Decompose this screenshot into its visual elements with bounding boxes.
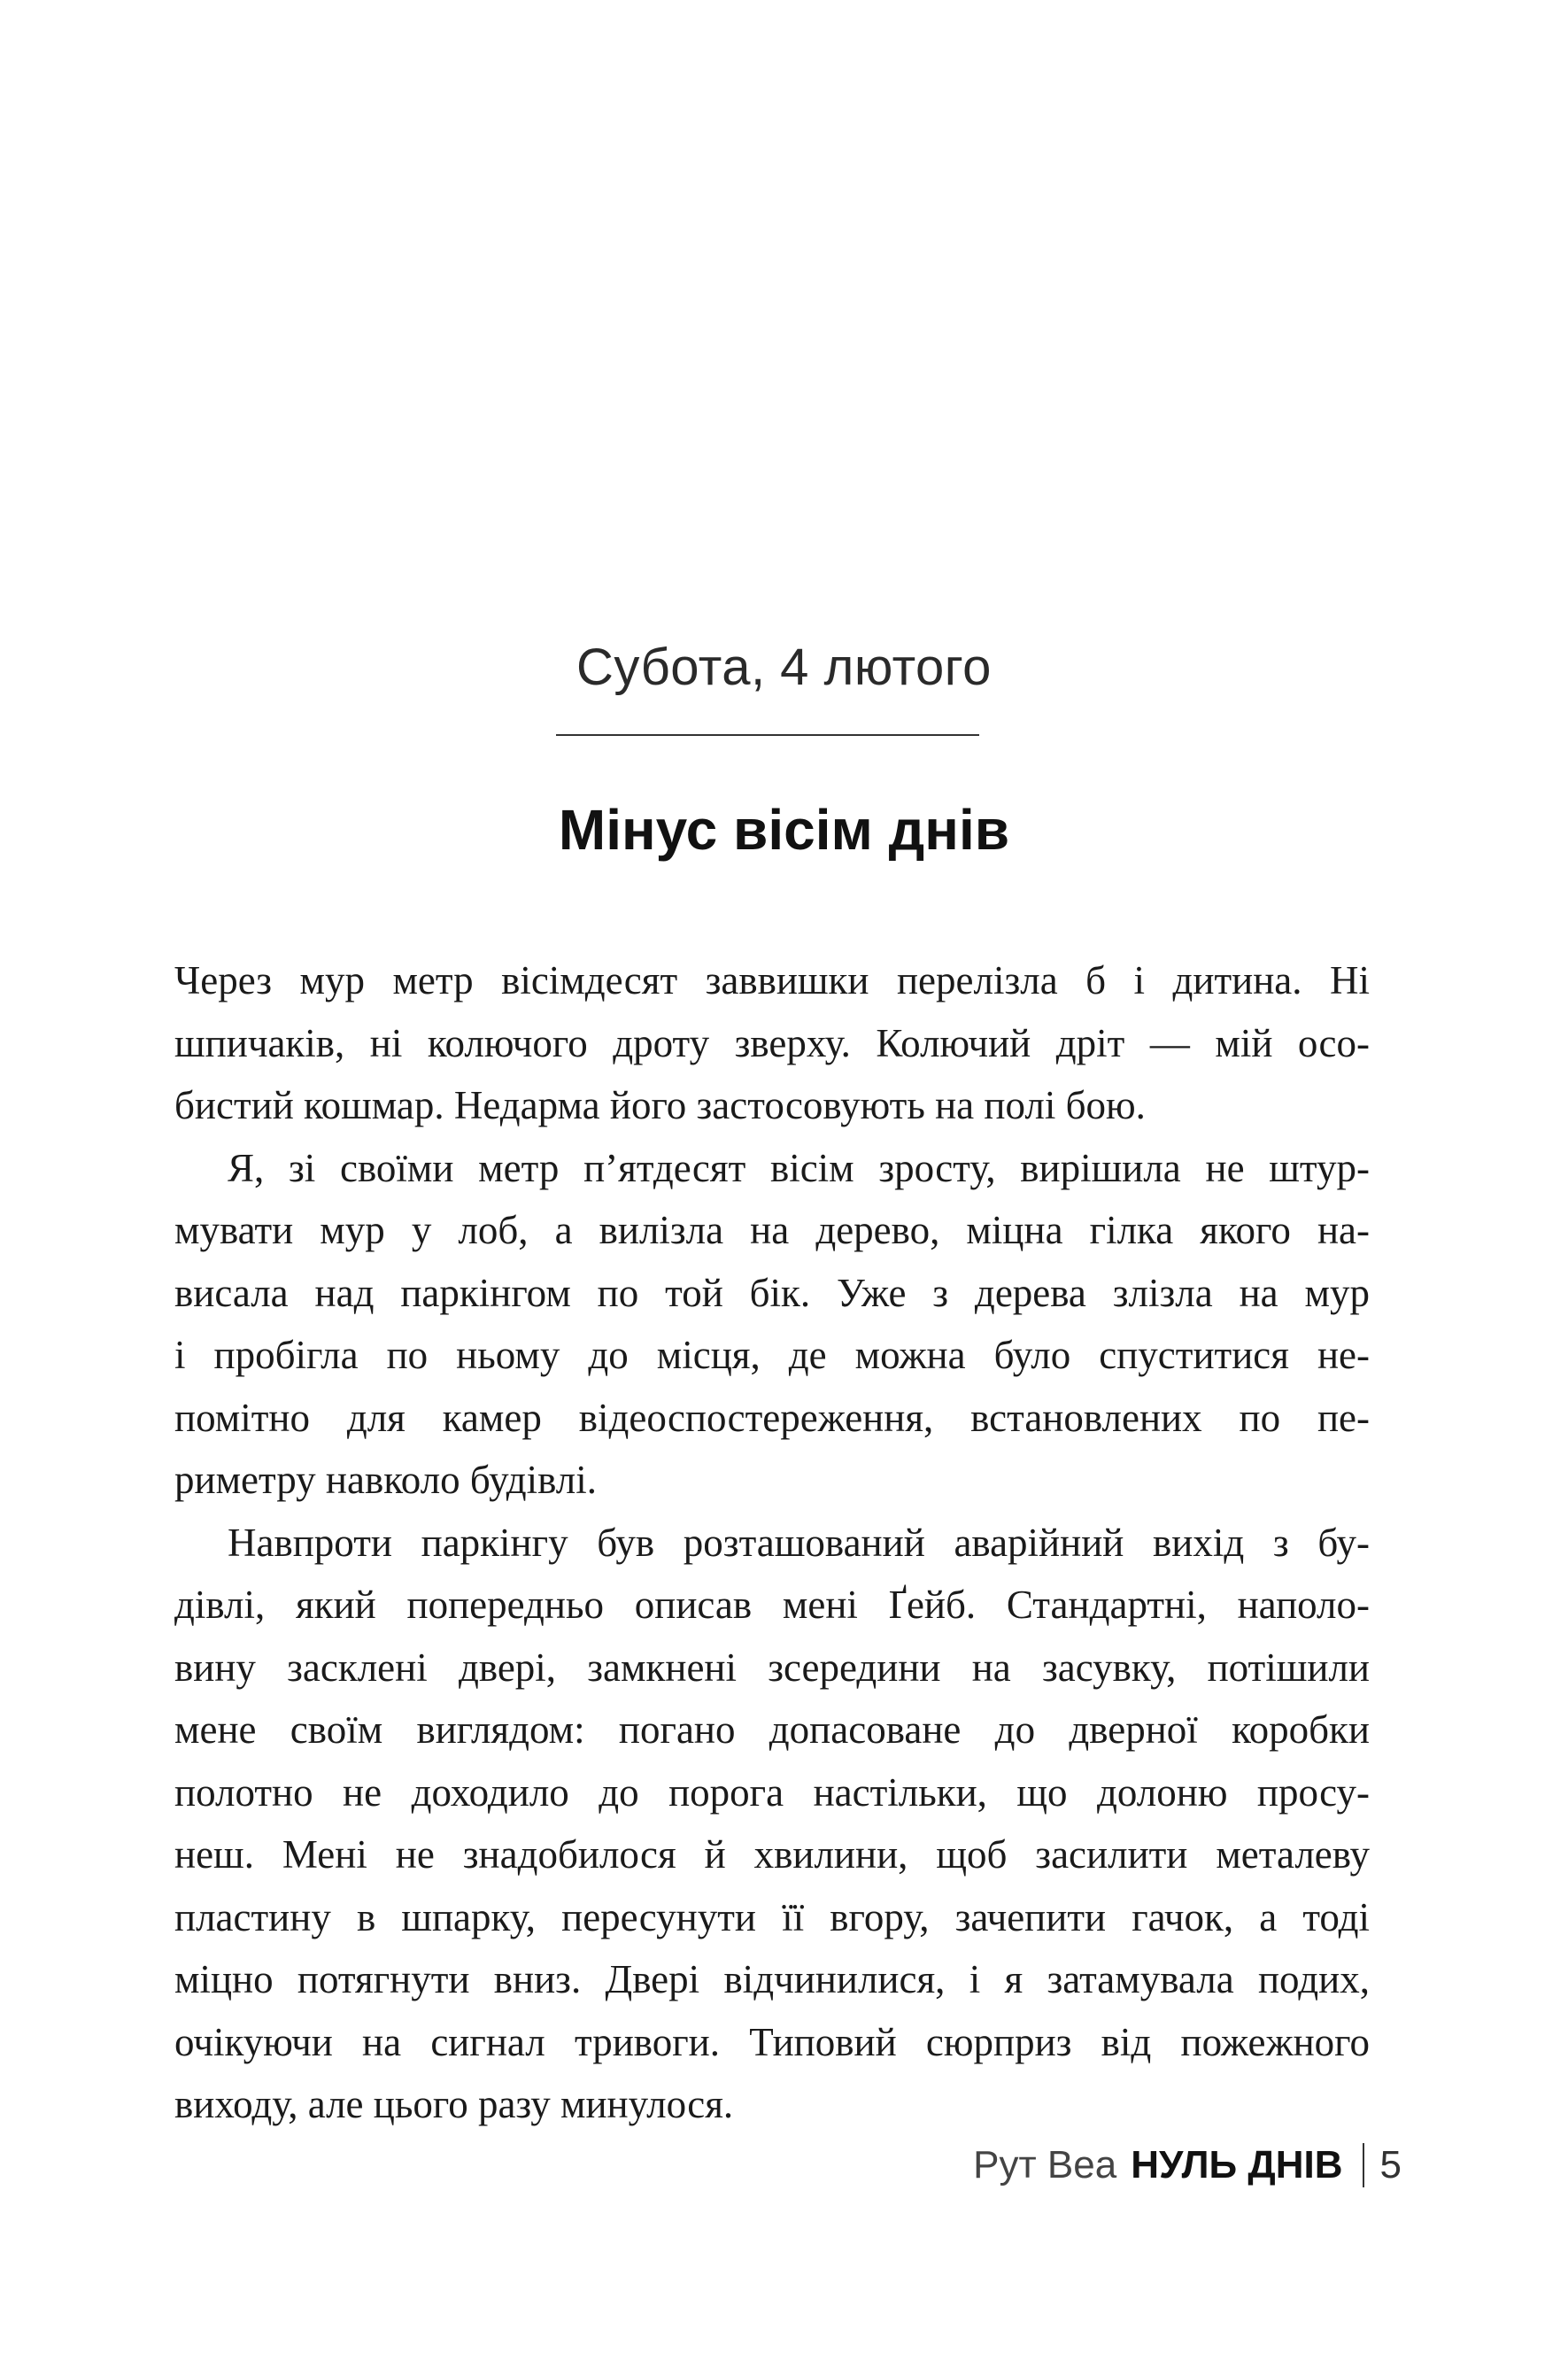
text-line: вину засклені двері, замкнені зсередини на засувку, потішили — [174, 1645, 1370, 1690]
text-line: риметру навколо будівлі. — [174, 1458, 598, 1502]
text-line: пластину в шпарку, пересунути її вгору, зачепити гачок, а тоді — [174, 1894, 1370, 1939]
text-line: неш. Мені не знадобилося й хвилини, щоб засилити металеву — [174, 1832, 1370, 1877]
text-line: Я, зі своїми метр п’ятдесят вісім зросту, вирішила не штур- — [228, 1145, 1370, 1190]
text-line: шпичаків, ні колючого дроту зверху. Колючий дріт — мій осо- — [174, 1020, 1370, 1065]
text-line: помітно для камер відеоспостереження, встановлених по пе- — [174, 1395, 1370, 1440]
body-text — [174, 949, 1370, 2136]
text-line: мене своїм виглядом: погано допасоване до дверної коробки — [174, 1707, 1370, 1752]
footer-separator — [1363, 2143, 1364, 2187]
text-line: висала над паркінгом по той бік. Уже з дерева злізла на мур — [174, 1270, 1370, 1315]
text-line: міцно потягнути вниз. Двері відчинилися, і я затамувала подих, — [174, 1957, 1370, 2001]
date-divider — [556, 734, 979, 736]
footer-book-title: НУЛЬ ДНІВ — [1131, 2143, 1343, 2187]
text-line: полотно не доходило до порога настільки, що долоню просу- — [174, 1769, 1370, 1815]
text-line: дівлі, який попередньо описав мені Ґейб. Стандартні, наполо- — [174, 1583, 1370, 1627]
text-line: Навпроти паркінгу був розташований аварійний вихід з бу- — [228, 1520, 1370, 1565]
page-number: 5 — [1379, 2143, 1402, 2187]
paragraph-2 — [174, 1137, 1370, 1512]
paragraph-1 — [174, 949, 1370, 1137]
text-line: мувати мур у лоб, а вилізла на дерево, міцна гілка якого на- — [174, 1208, 1370, 1252]
text-line: бистий кошмар. Недарма його застосовують на полі бою. — [174, 1083, 1146, 1127]
chapter-date: Субота, 4 лютого — [576, 639, 992, 696]
chapter-title: Мінус вісім днів — [558, 798, 1010, 862]
footer-author: Рут Веа — [973, 2143, 1117, 2187]
text-line: виходу, але цього разу минулося. — [174, 2082, 734, 2126]
page-footer — [973, 2143, 1402, 2187]
text-line: Через мур метр вісімдесят заввишки перелізла б і дитина. Ні — [174, 958, 1370, 1002]
paragraph-3 — [174, 1512, 1370, 2136]
text-line: і пробігла по ньому до місця, де можна було спуститися не- — [174, 1333, 1370, 1377]
text-line: очікуючи на сигнал тривоги. Типовий сюрприз від пожежного — [174, 2019, 1370, 2064]
